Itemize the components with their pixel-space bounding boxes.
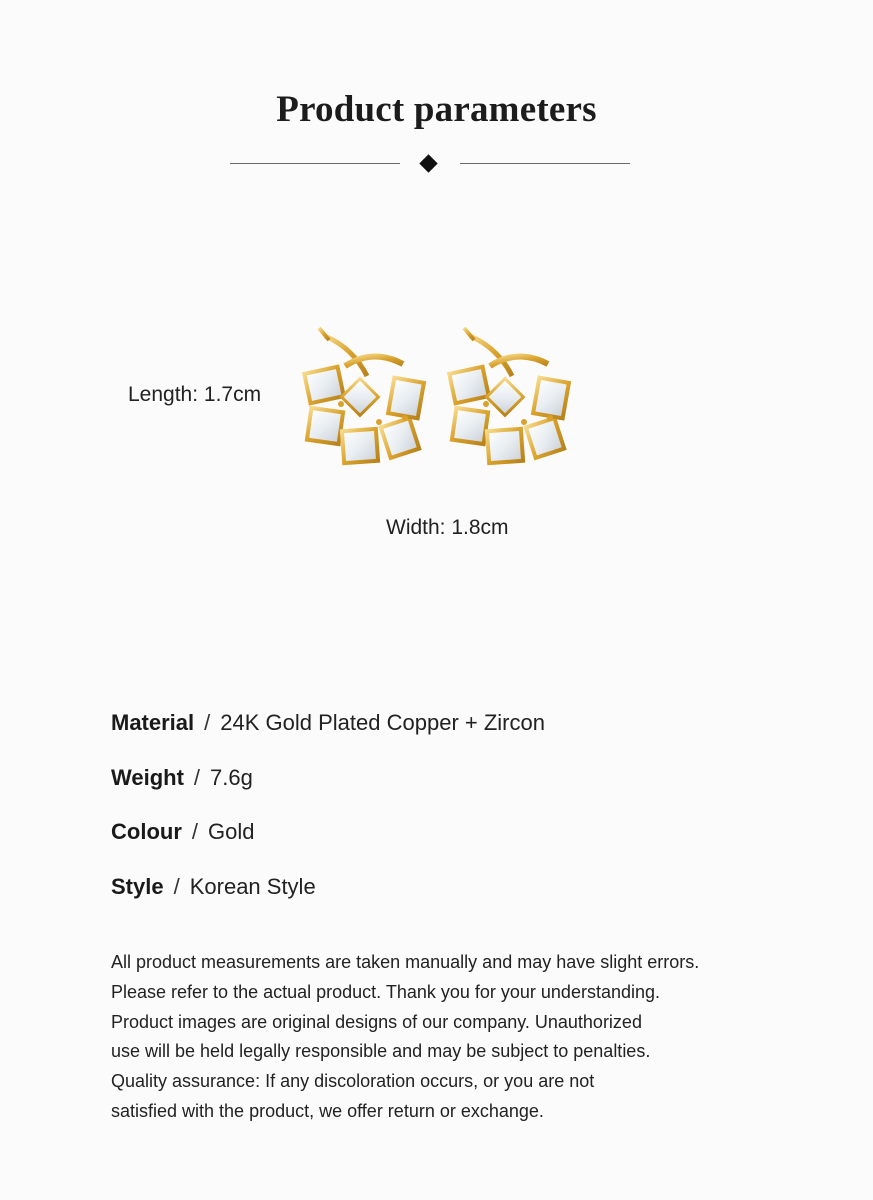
spec-label: Colour [111, 819, 182, 844]
spec-label: Style [111, 873, 164, 899]
title-divider-left [230, 163, 400, 164]
spec-row-colour [111, 819, 545, 874]
page-title: Product parameters [276, 89, 597, 130]
note-line: use will be held legally responsible and may be subject to penalties. [111, 1041, 651, 1062]
spec-value: Gold [208, 819, 255, 844]
note-line: Please refer to the actual product. Thank you for your understanding. [111, 981, 660, 1002]
diamond-ornament-icon [419, 154, 437, 172]
spec-separator: / [204, 710, 211, 735]
spec-separator: / [191, 819, 199, 844]
spec-row-material [111, 710, 545, 765]
note-line: Product images are original designs of our company. Unauthorized [111, 1011, 642, 1032]
disclaimer-notes [111, 948, 791, 1127]
length-label: Length: 1.7cm [128, 383, 262, 406]
spec-label: Weight [111, 764, 184, 790]
width-label: Width: 1.8cm [386, 516, 509, 539]
note-line: All product measurements are taken manually and may have slight errors. [111, 952, 700, 972]
spec-value: 7.6g [210, 764, 253, 790]
spec-separator: / [193, 764, 201, 790]
spec-separator: / [173, 873, 180, 899]
spec-label: Material [111, 710, 195, 735]
spec-value: 24K Gold Plated Copper + Zircon [220, 710, 545, 735]
spec-list [111, 710, 545, 928]
spec-row-style [111, 874, 545, 929]
note-line: Quality assurance: If any discoloration occurs, or you are not [111, 1071, 595, 1092]
spec-row-weight [111, 765, 545, 820]
title-divider-right [460, 163, 630, 164]
note-line: satisfied with the product, we offer return or exchange. [111, 1100, 544, 1121]
earrings-product-image [295, 310, 595, 500]
spec-value: Korean Style [189, 873, 316, 899]
